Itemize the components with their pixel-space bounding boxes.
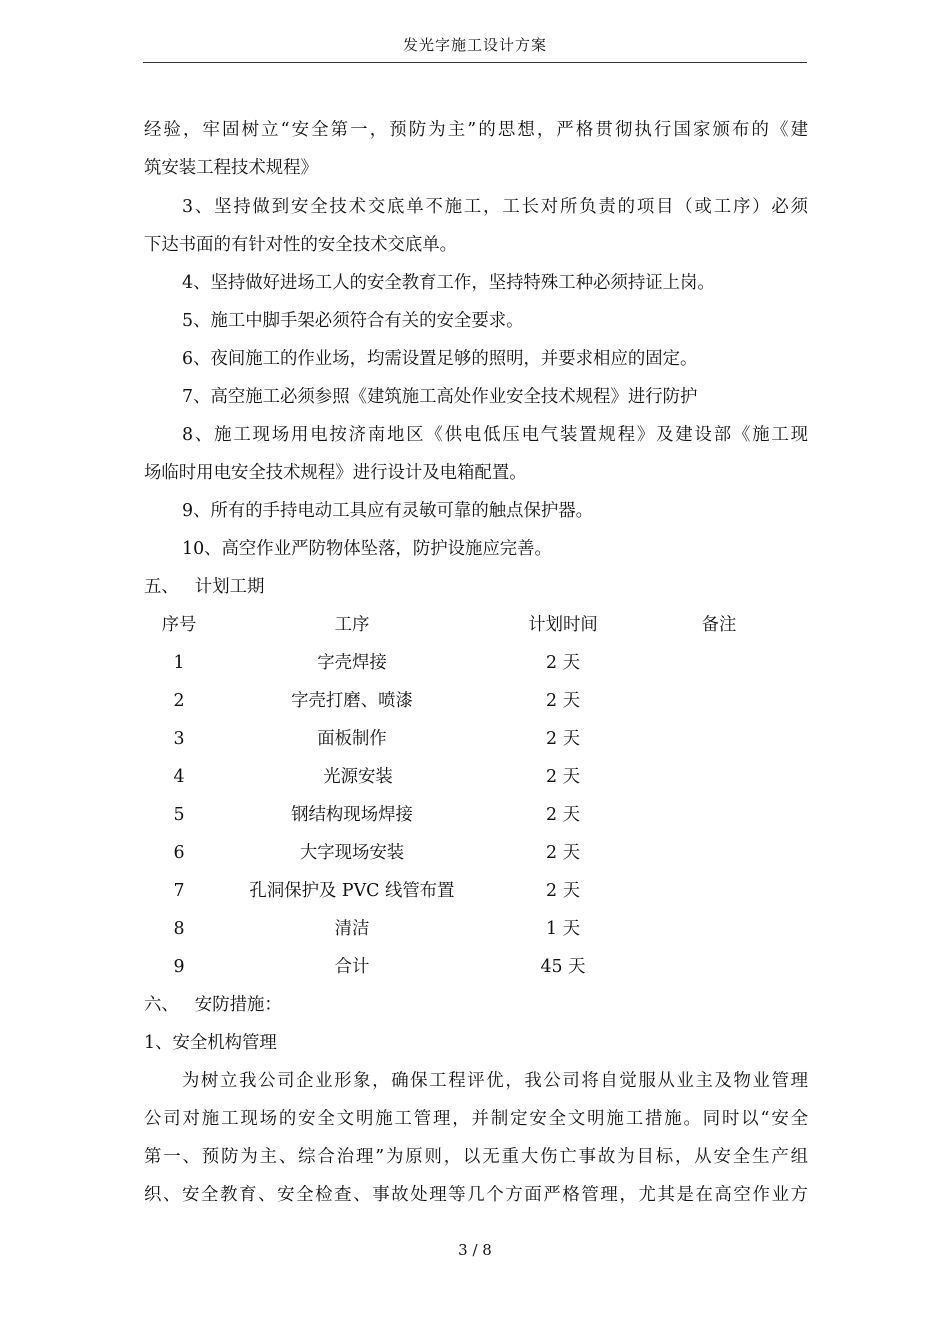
row-time: 2 天 bbox=[546, 805, 580, 825]
row-process: 孔洞保护及 PVC 线管布置 bbox=[249, 881, 455, 901]
paragraph-line: 场临时用电安全技术规程》进行设计及电箱配置。 bbox=[144, 463, 527, 483]
section-title: 安防措施： bbox=[194, 995, 282, 1015]
row-index: 8 bbox=[173, 919, 185, 939]
body-line: 第一、预防为主、综合治理”为原则，以无重大伤亡事故为目标，从安全生产组 bbox=[144, 1147, 808, 1167]
row-time: 2 天 bbox=[546, 729, 580, 749]
page-header-title: 发光字施工设计方案 bbox=[402, 36, 547, 54]
row-index: 3 bbox=[173, 729, 185, 749]
section-heading-5 bbox=[144, 575, 808, 599]
row-time: 2 天 bbox=[546, 767, 580, 787]
section-number: 五、 bbox=[144, 577, 179, 597]
body-line: 为树立我公司企业形象，确保工程评优，我公司将自觉服从业主及物业管理 bbox=[182, 1071, 808, 1091]
row-process: 光源安装 bbox=[323, 767, 393, 787]
row-process: 面板制作 bbox=[317, 729, 387, 749]
row-process: 钢结构现场焊接 bbox=[291, 805, 413, 825]
section-title: 计划工期 bbox=[194, 577, 265, 597]
row-index: 9 bbox=[173, 957, 185, 977]
body-line: 公司对施工现场的安全文明施工管理，并制定安全文明施工措施。同时以“安全 bbox=[144, 1109, 808, 1129]
row-time: 1 天 bbox=[546, 919, 580, 939]
paragraph-line: 经验，牢固树立“安全第一，预防为主”的思想，严格贯彻执行国家颁布的《建 bbox=[144, 120, 808, 140]
row-index: 4 bbox=[173, 767, 185, 787]
header-cell-time: 计划时间 bbox=[528, 615, 598, 635]
row-index: 6 bbox=[173, 843, 185, 863]
row-time: 45 天 bbox=[540, 957, 586, 977]
list-item-7: 7、高空施工必须参照《建筑施工高处作业安全技术规程》进行防护 bbox=[182, 387, 698, 407]
header-cell-process: 工序 bbox=[334, 615, 370, 635]
row-process: 清洁 bbox=[334, 919, 370, 939]
list-item-8: 8、施工现场用电按济南地区《供电低压电气装置规程》及建设部《施工现 bbox=[182, 425, 808, 445]
list-item-5: 5、施工中脚手架必须符合有关的安全要求。 bbox=[182, 311, 524, 331]
row-time: 2 天 bbox=[546, 691, 580, 711]
subsection-heading: 1、安全机构管理 bbox=[144, 1033, 277, 1053]
row-process: 合计 bbox=[334, 957, 370, 977]
row-process: 字壳打磨、喷漆 bbox=[291, 691, 413, 711]
header-cell-remark: 备注 bbox=[701, 615, 737, 635]
list-item-4: 4、坚持做好进场工人的安全教育工作，坚持特殊工种必须持证上岗。 bbox=[182, 273, 715, 293]
body-line: 织、安全教育、安全检查、事故处理等几个方面严格管理，尤其是在高空作业方 bbox=[144, 1185, 808, 1205]
row-time: 2 天 bbox=[546, 843, 580, 863]
row-process: 字壳焊接 bbox=[317, 653, 387, 673]
list-item-9: 9、所有的手持电动工具应有灵敏可靠的触点保护器。 bbox=[182, 501, 594, 521]
row-index: 1 bbox=[173, 653, 185, 673]
row-process: 大字现场安装 bbox=[299, 843, 405, 863]
paragraph-line: 下达书面的有针对性的安全技术交底单。 bbox=[144, 235, 458, 255]
list-item-10: 10、高空作业严防物体坠落，防护设施应完善。 bbox=[182, 539, 552, 559]
header-cell-index: 序号 bbox=[161, 615, 197, 635]
row-index: 7 bbox=[173, 881, 185, 901]
page-number: 3 / 8 bbox=[458, 1241, 492, 1259]
paragraph-line: 筑安装工程技术规程》 bbox=[144, 158, 318, 178]
header-divider bbox=[143, 62, 807, 63]
row-index: 5 bbox=[173, 805, 185, 825]
section-heading-6 bbox=[144, 993, 808, 1017]
row-time: 2 天 bbox=[546, 881, 580, 901]
list-item-6: 6、夜间施工的作业场，均需设置足够的照明，并要求相应的固定。 bbox=[182, 349, 698, 369]
section-number: 六、 bbox=[144, 995, 179, 1015]
row-index: 2 bbox=[173, 691, 185, 711]
row-time: 2 天 bbox=[546, 653, 580, 673]
list-item-3: 3、坚持做到安全技术交底单不施工，工长对所负责的项目（或工序）必须 bbox=[182, 197, 808, 217]
